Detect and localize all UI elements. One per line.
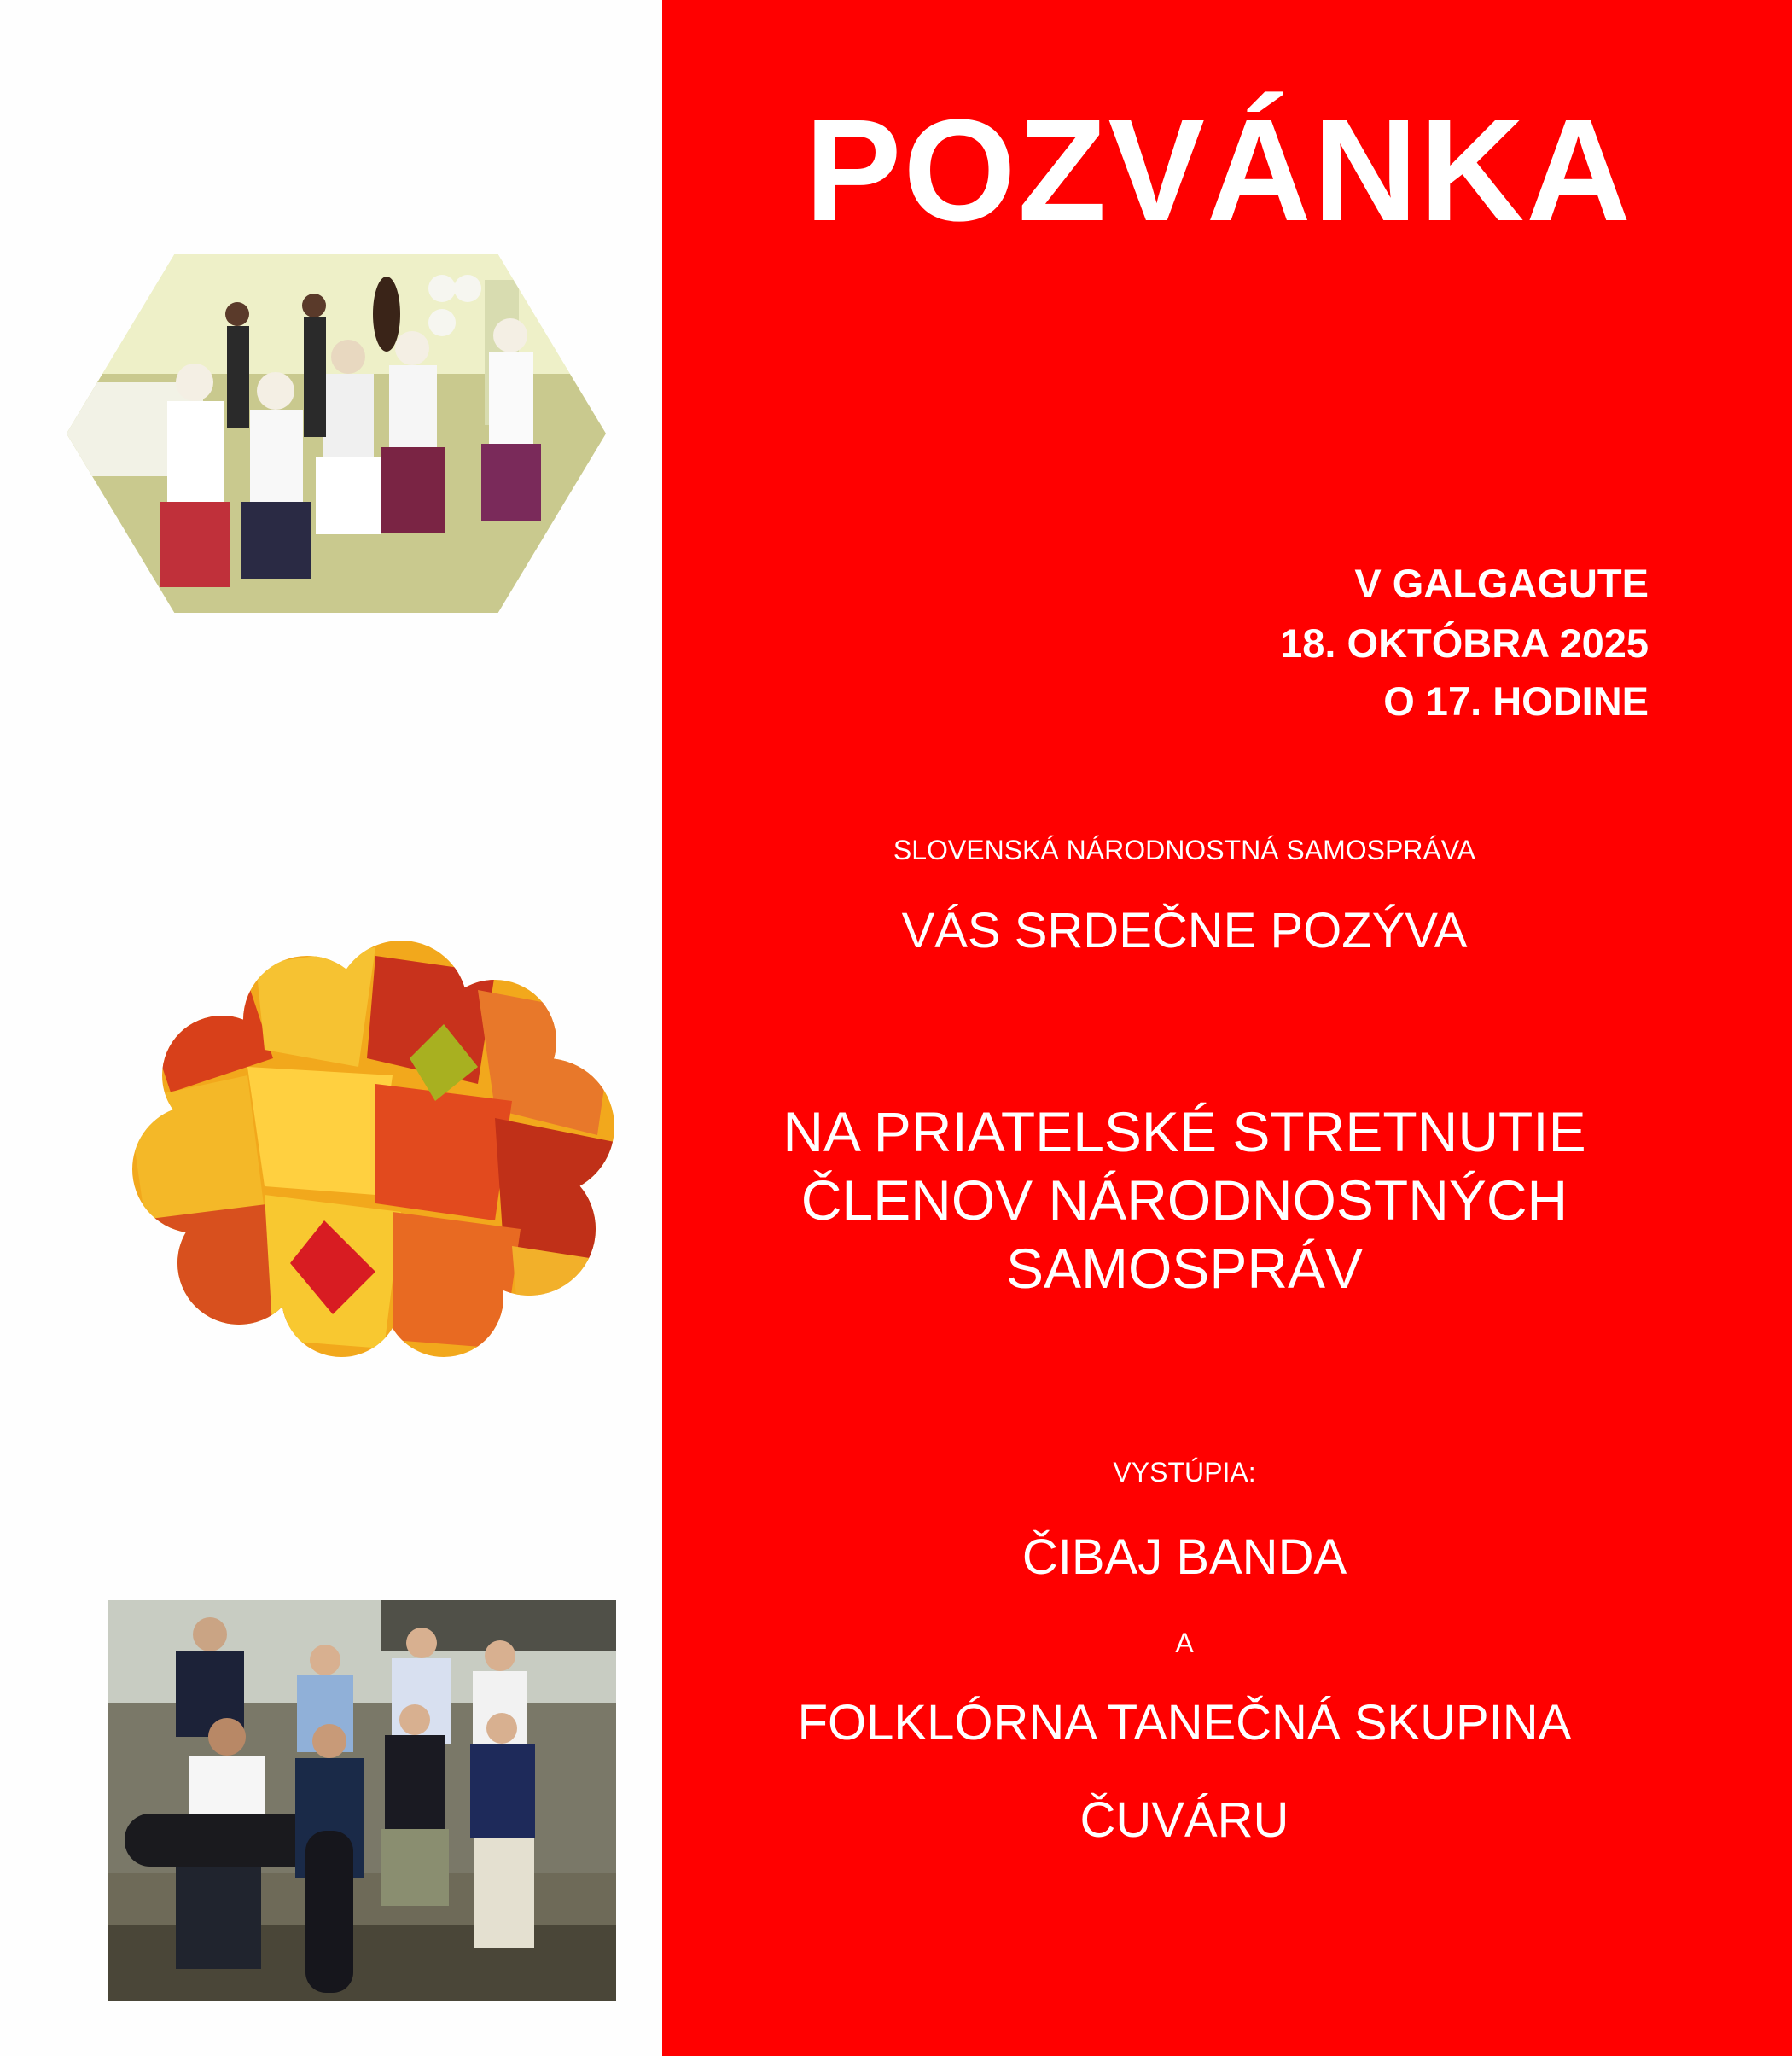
performer-2-line-1: FOLKLÓRNA TANEČNÁ SKUPINA xyxy=(797,1695,1572,1750)
event-date: 18. OKTÓBRA 2025 xyxy=(1280,620,1649,666)
event-time: O 17. HODINE xyxy=(1383,679,1649,724)
performer-1: ČIBAJ BANDA xyxy=(1021,1529,1347,1585)
performers-label: VYSTÚPIA: xyxy=(1113,1457,1256,1488)
performer-2-line-2: ČUVÁRU xyxy=(1079,1792,1289,1848)
invitation-title: POZVÁNKA xyxy=(805,90,1632,252)
folk-dancers-photo xyxy=(67,254,606,613)
event-description-line-3: SAMOSPRÁV xyxy=(1005,1237,1364,1300)
organizer-name: SLOVENSKÁ NÁRODNOSTNÁ SAMOSPRÁVA xyxy=(893,835,1476,865)
left-image-column xyxy=(0,0,662,2056)
band-group-photo xyxy=(108,1600,616,2001)
performers-conjunction: A xyxy=(1175,1628,1194,1658)
event-place: V GALGAGUTE xyxy=(1354,561,1649,606)
autumn-leaves-image xyxy=(119,939,631,1357)
invitation-panel xyxy=(662,0,1792,2056)
invitation-phrase: VÁS SRDEČNE POZÝVA xyxy=(901,903,1468,958)
event-description-line-2: ČLENOV NÁRODNOSTNÝCH xyxy=(800,1168,1568,1232)
event-description-line-1: NA PRIATELSKÉ STRETNUTIE xyxy=(783,1100,1586,1163)
